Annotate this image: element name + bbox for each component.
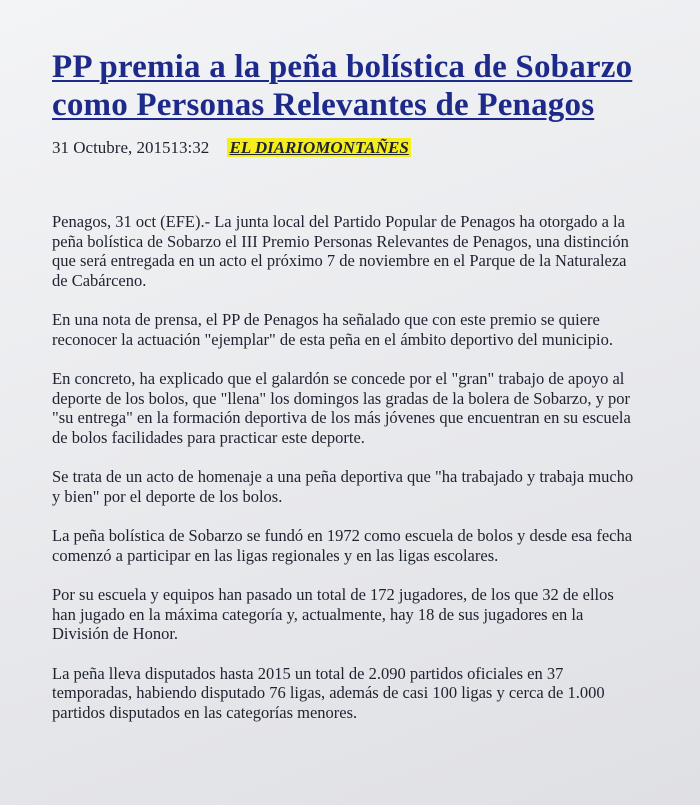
article-body [52, 212, 672, 742]
text-line: División de Honor. [52, 624, 179, 643]
text-line: deporte de los bolos, que "llena" los domingos las gradas de la bolera de Sobarzo, y por [52, 388, 630, 408]
text-line: que será entregada en un acto el próximo 7 de noviembre en el Parque de la Naturaleza [52, 251, 627, 270]
text-line: La peña bolística de Sobarzo se fundó en 1972 como escuela de bolos y desde esa fecha [52, 526, 633, 545]
paragraph [52, 585, 672, 644]
text-line: de Cabárceno. [52, 270, 147, 290]
text-line: La peña lleva disputados hasta 2015 un total de 2.090 partidos oficiales en 37 [52, 663, 564, 683]
headline-line: como Personas Relevantes de Penagos [52, 87, 595, 123]
text-line: y bien" por el deporte de los bolos. [52, 486, 283, 506]
text-line: En una nota de prensa, el PP de Penagos ha señalado que con este premio se quiere [52, 310, 600, 329]
text-line: comenzó a participar en las ligas regionales y en las ligas escolares. [52, 545, 499, 565]
paragraph [52, 467, 672, 506]
article-date: 31 Octubre, 201513:32 [52, 138, 210, 157]
text-line: En concreto, ha explicado que el galardón se concede por el "gran" trabajo de apoyo al [52, 369, 625, 388]
text-line: "su entrega" en la formación deportiva de los más jóvenes que encuentran en su escuela [52, 408, 631, 427]
paragraph [52, 526, 672, 565]
paragraph [52, 212, 672, 290]
paragraph [52, 664, 672, 723]
headline [52, 48, 682, 124]
paragraph [52, 369, 672, 447]
text-line: peña bolística de Sobarzo el III Premio Personas Relevantes de Penagos, una distinción [52, 231, 629, 251]
source-label: EL DIARIOMONTAÑES [229, 138, 409, 157]
text-line: de bolos facilidades para practicar este deporte. [52, 427, 365, 447]
text-line: han jugado en la máxima categoría y, actualmente, hay 18 de sus jugadores en la [52, 604, 584, 624]
text-line: partidos disputados en las categorías menores. [52, 702, 358, 722]
text-line: reconocer la actuación "ejemplar" de esta peña en el ámbito deportivo del municipio. [52, 329, 613, 349]
text-line: Por su escuela y equipos han pasado un total de 172 jugadores, de los que 32 de ellos [52, 585, 614, 604]
text-line: Penagos, 31 oct (EFE).- La junta local del Partido Popular de Penagos ha otorgado a la [52, 212, 625, 231]
text-line: temporadas, habiendo disputado 76 ligas, además de casi 100 ligas y cerca de 1.000 [52, 683, 605, 702]
text-line: Se trata de un acto de homenaje a una peña deportiva que "ha trabajado y trabaja mucho [52, 467, 634, 486]
article-meta [52, 138, 411, 158]
headline-line: PP premia a la peña bolística de Sobarzo [52, 49, 633, 85]
paragraph [52, 310, 672, 349]
